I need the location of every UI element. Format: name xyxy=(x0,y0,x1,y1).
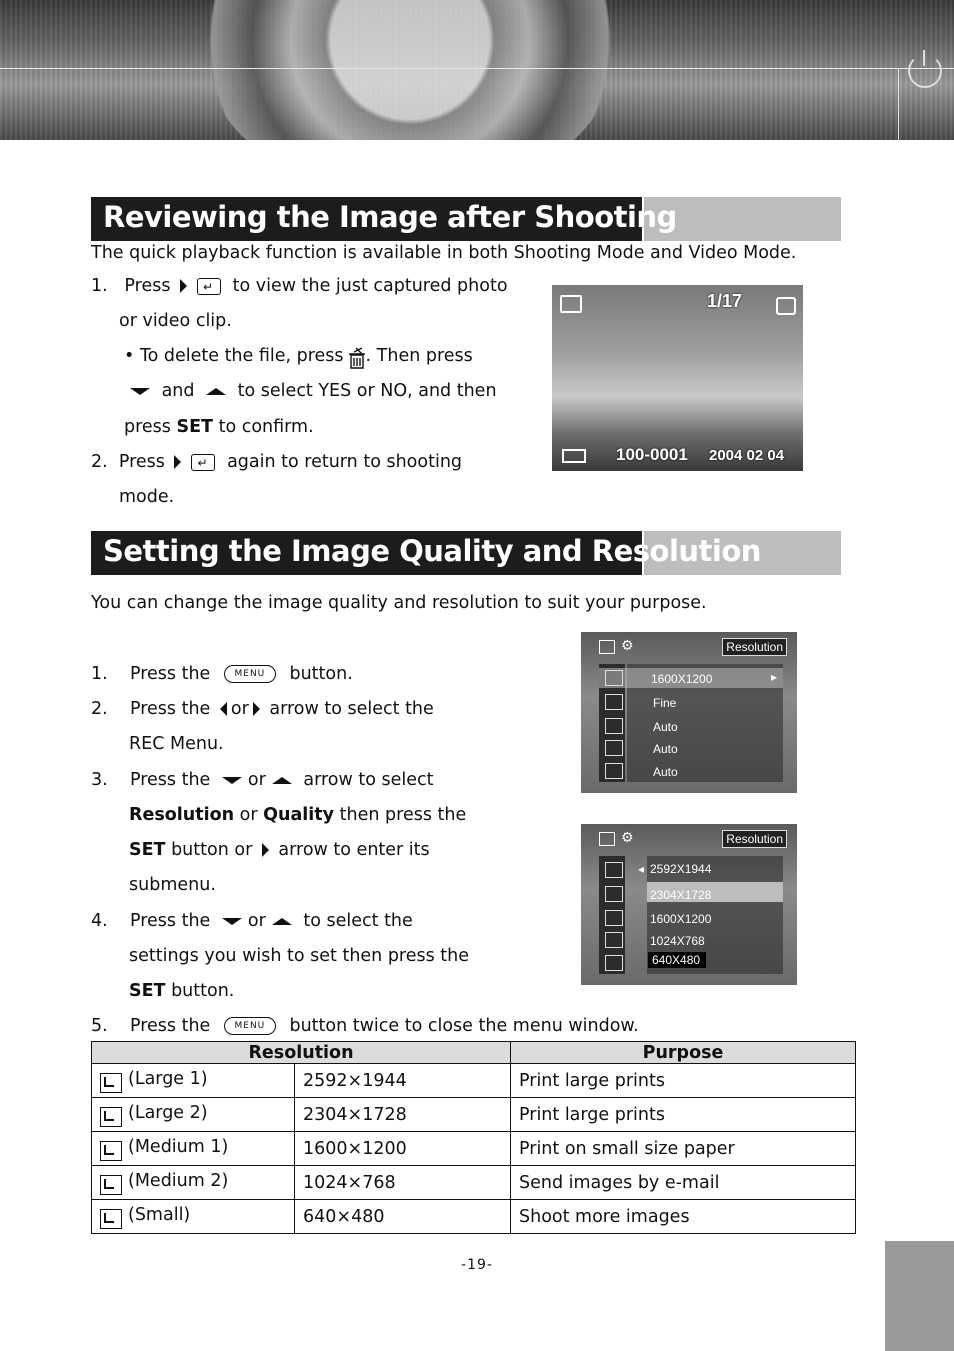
q-step-4-line2: settings you wish to set then press the xyxy=(129,946,470,966)
resolution-medium-icon xyxy=(100,1141,122,1161)
metering-icon xyxy=(605,955,623,971)
lcd-row: Auto xyxy=(653,720,678,734)
quality-icon xyxy=(605,694,623,710)
playback-screen-photo xyxy=(552,285,803,471)
page-edge-tab xyxy=(885,1241,954,1351)
setup-icon: ⚙ xyxy=(621,638,634,654)
down-arrow-icon xyxy=(222,918,242,925)
table-row xyxy=(92,1200,856,1234)
resolution-icon xyxy=(605,862,623,878)
q-step-4: 4. Press the or to select the xyxy=(91,911,413,931)
right-arrow-icon xyxy=(262,843,269,857)
camera-icon xyxy=(599,640,615,654)
protect-icon xyxy=(776,297,796,315)
delete-bullet-2: and to select YES or NO, and then xyxy=(124,380,497,402)
q-step-3-line4: submenu. xyxy=(129,875,216,895)
row-name: (Medium 1) xyxy=(128,1136,229,1157)
delete-bullet-3: press SET to confirm. xyxy=(124,417,314,437)
section-title: Reviewing the Image after Shooting xyxy=(103,200,677,234)
table-row xyxy=(92,1064,856,1098)
delete-bullet: • To delete the file, press . Then press xyxy=(124,346,473,366)
lcd-row: 2304X1728 xyxy=(650,888,712,902)
photo-file-number: 100-0001 xyxy=(616,445,688,464)
page-number: -19- xyxy=(461,1257,493,1273)
playback-button-icon xyxy=(197,278,221,295)
menu-tab-label: Resolution xyxy=(722,638,787,656)
menu-button-icon: MENU xyxy=(224,1017,276,1035)
row-size: 2304×1728 xyxy=(295,1098,511,1132)
table-row xyxy=(92,1098,856,1132)
white-balance-icon xyxy=(605,932,623,948)
section-title: Setting the Image Quality and Resolution xyxy=(103,534,761,568)
right-arrow-icon xyxy=(174,455,181,469)
resolution-medium-icon xyxy=(100,1175,122,1195)
step-2-cont: mode. xyxy=(119,487,175,507)
row-name: (Large 1) xyxy=(128,1068,208,1089)
section2-intro: You can change the image quality and resolution to suit your purpose. xyxy=(91,593,707,613)
up-arrow-icon xyxy=(272,918,292,925)
photo-date: 2004 02 04 xyxy=(709,447,785,464)
table-header: Resolution xyxy=(92,1042,511,1064)
lcd-row: 1600X1200 xyxy=(650,912,712,926)
step-2: 2. Press ↵ again to return to shooting xyxy=(91,451,462,473)
camera-lens-graphic xyxy=(200,0,620,140)
row-name: (Medium 2) xyxy=(128,1170,229,1191)
trash-icon xyxy=(346,347,364,367)
row-name: (Large 2) xyxy=(128,1102,208,1123)
battery-icon xyxy=(562,449,586,463)
section-heading-quality xyxy=(91,531,841,575)
up-arrow-icon xyxy=(206,388,226,395)
photo-count: 1/17 xyxy=(707,291,743,311)
section-heading-reviewing xyxy=(91,197,841,241)
row-size: 2592×1944 xyxy=(295,1064,511,1098)
header-banner-image xyxy=(0,0,954,140)
table-header-row xyxy=(92,1042,856,1064)
table-row xyxy=(92,1132,856,1166)
camera-icon xyxy=(599,832,615,846)
table-header: Purpose xyxy=(511,1042,856,1064)
right-arrow-icon: ▸ xyxy=(771,670,778,684)
right-arrow-icon xyxy=(180,279,187,293)
row-purpose: Print large prints xyxy=(511,1098,856,1132)
q-step-5: 5. Press the MENU button twice to close the menu window. xyxy=(91,1016,639,1036)
exposure-icon xyxy=(605,718,623,734)
quality-icon xyxy=(605,886,623,902)
step-1-cont: or video clip. xyxy=(119,311,232,331)
menu-button-icon: MENU xyxy=(224,665,276,683)
row-purpose: Print large prints xyxy=(511,1064,856,1098)
row-purpose: Send images by e-mail xyxy=(511,1166,856,1200)
q-step-1: 1. Press the MENU button. xyxy=(91,664,353,684)
q-step-3-line3: SET button or arrow to enter its xyxy=(129,840,430,860)
left-arrow-icon xyxy=(220,702,227,716)
power-icon xyxy=(908,54,942,88)
down-arrow-icon xyxy=(130,388,150,395)
camera-icon xyxy=(560,295,582,313)
resolution-table xyxy=(91,1041,856,1234)
menu-tab-label: Resolution xyxy=(722,830,787,848)
metering-icon xyxy=(605,763,623,779)
row-purpose: Print on small size paper xyxy=(511,1132,856,1166)
lcd-row: Auto xyxy=(653,742,678,756)
white-balance-icon xyxy=(605,740,623,756)
table-row xyxy=(92,1166,856,1200)
q-step-2: 2. Press the or arrow to select the xyxy=(91,699,434,719)
exposure-icon xyxy=(605,910,623,926)
left-arrow-icon: ◂ xyxy=(638,862,645,876)
lcd-row: Auto xyxy=(653,765,678,779)
lcd-row: 1024X768 xyxy=(650,934,705,948)
playback-button-icon xyxy=(191,454,215,471)
up-arrow-icon xyxy=(272,777,292,784)
step-1: 1. Press ↵ to view the just captured photo xyxy=(91,275,508,297)
section1-intro: The quick playback function is available in both Shooting Mode and Video Mode. xyxy=(91,243,797,263)
resolution-icon xyxy=(605,670,623,686)
lcd-row: 2592X1944 xyxy=(650,862,712,876)
row-size: 640×480 xyxy=(295,1200,511,1234)
lcd-row: 1600X1200 xyxy=(651,672,713,686)
right-arrow-icon xyxy=(253,702,260,716)
resolution-large-icon xyxy=(100,1107,122,1127)
resolution-small-icon xyxy=(100,1209,122,1229)
lcd-menu-screen-2 xyxy=(581,824,797,985)
q-step-2-cont: REC Menu. xyxy=(129,734,224,754)
setup-icon: ⚙ xyxy=(621,830,634,846)
lcd-menu-screen-1 xyxy=(581,632,797,793)
resolution-large-icon xyxy=(100,1073,122,1093)
q-step-4-line3: SET button. xyxy=(129,981,235,1001)
row-size: 1024×768 xyxy=(295,1166,511,1200)
q-step-3: 3. Press the or arrow to select xyxy=(91,770,434,790)
down-arrow-icon xyxy=(222,777,242,784)
row-name: (Small) xyxy=(128,1204,191,1225)
row-purpose: Shoot more images xyxy=(511,1200,856,1234)
lcd-row: Fine xyxy=(653,696,677,710)
lcd-row: 640X480 xyxy=(648,952,706,968)
row-size: 1600×1200 xyxy=(295,1132,511,1166)
q-step-3-line2: Resolution or Quality then press the xyxy=(129,805,467,825)
